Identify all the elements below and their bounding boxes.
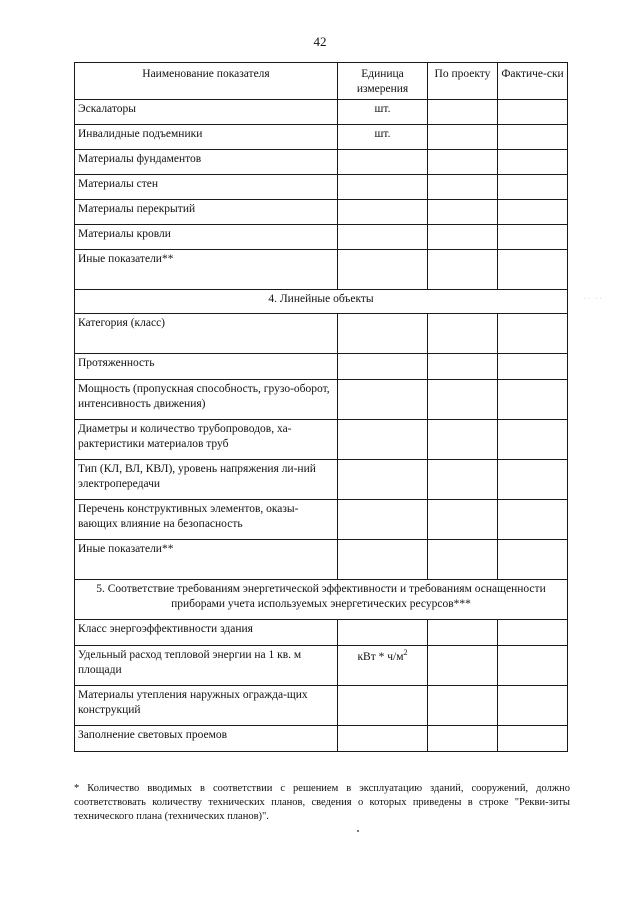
- table-row: [75, 99, 568, 124]
- row-actual-cell: [498, 353, 568, 379]
- row-name: Протяженность: [75, 353, 338, 379]
- row-project-cell: [428, 619, 498, 645]
- table-row: [75, 685, 568, 725]
- table-row: [75, 419, 568, 459]
- row-unit: [338, 174, 428, 199]
- row-name: Материалы стен: [75, 174, 338, 199]
- row-project-cell: [428, 499, 498, 539]
- row-unit: [338, 419, 428, 459]
- footnote: * Количество вводимых в соответствии с решением в эксплуатацию зданий, сооружений, должно соответствовать количеству технических планов, сведения о которых приведены в строке "Рекви-зиты технического плана (технических планов)".: [74, 783, 570, 823]
- row-unit: [338, 313, 428, 353]
- page-number: 42: [313, 34, 327, 49]
- row-project-cell: [428, 199, 498, 224]
- row-unit: [338, 149, 428, 174]
- row-actual-cell: [498, 249, 568, 289]
- row-name: Класс энергоэффективности здания: [75, 619, 338, 645]
- table-row: [75, 353, 568, 379]
- row-name: Иные показатели**: [75, 539, 338, 579]
- table-row: [75, 459, 568, 499]
- row-project-cell: [428, 313, 498, 353]
- row-actual-cell: [498, 459, 568, 499]
- section-row: [75, 289, 568, 313]
- table-row: [75, 124, 568, 149]
- row-name: Перечень конструктивных элементов, оказы-вающих влияние на безопасность: [75, 499, 338, 539]
- table-header-row: [75, 63, 568, 100]
- row-name: Тип (КЛ, ВЛ, КВЛ), уровень напряжения ли-ний электропередачи: [75, 459, 338, 499]
- row-actual-cell: [498, 224, 568, 249]
- scan-speck: ·· ··: [584, 296, 604, 302]
- table-row: [75, 725, 568, 751]
- row-unit: [338, 685, 428, 725]
- row-project-cell: [428, 725, 498, 751]
- row-name: Удельный расход тепловой энергии на 1 кв. м площади: [75, 645, 338, 685]
- row-unit: кВт * ч/м: [357, 650, 404, 663]
- row-actual-cell: [498, 685, 568, 725]
- table-row: [75, 199, 568, 224]
- scan-dot: [357, 830, 359, 832]
- row-project-cell: [428, 645, 498, 685]
- row-project-cell: [428, 419, 498, 459]
- row-unit: [338, 224, 428, 249]
- row-project-cell: [428, 249, 498, 289]
- row-name: Инвалидные подъемники: [75, 124, 338, 149]
- row-unit: [338, 459, 428, 499]
- row-actual-cell: [498, 124, 568, 149]
- row-name: Категория (класс): [75, 313, 338, 353]
- header-by-project: По проекту: [428, 63, 498, 100]
- row-actual-cell: [498, 174, 568, 199]
- row-unit: [338, 725, 428, 751]
- row-unit: [338, 619, 428, 645]
- row-unit: [338, 249, 428, 289]
- row-name: Материалы фундаментов: [75, 149, 338, 174]
- row-unit: [338, 199, 428, 224]
- table-row: [75, 149, 568, 174]
- row-unit: шт.: [338, 99, 428, 124]
- table-row: [75, 645, 568, 685]
- row-name: Диаметры и количество трубопроводов, ха-рактеристики материалов труб: [75, 419, 338, 459]
- table-row: [75, 249, 568, 289]
- row-name: Материалы перекрытий: [75, 199, 338, 224]
- row-name: Материалы утепления наружных огражда-щих конструкций: [75, 685, 338, 725]
- row-project-cell: [428, 124, 498, 149]
- row-actual-cell: [498, 199, 568, 224]
- row-project-cell: [428, 685, 498, 725]
- section-title-linear-objects: 4. Линейные объекты: [75, 289, 568, 313]
- table-row: [75, 174, 568, 199]
- section-row: [75, 579, 568, 619]
- row-project-cell: [428, 149, 498, 174]
- header-actual: Фактиче-ски: [498, 63, 568, 100]
- row-project-cell: [428, 224, 498, 249]
- row-unit: шт.: [338, 124, 428, 149]
- row-name: Заполнение световых проемов: [75, 725, 338, 751]
- row-actual-cell: [498, 99, 568, 124]
- row-actual-cell: [498, 619, 568, 645]
- row-project-cell: [428, 99, 498, 124]
- table-row: [75, 379, 568, 419]
- table-row: [75, 313, 568, 353]
- row-unit-cell: [338, 645, 428, 685]
- row-project-cell: [428, 539, 498, 579]
- table-row: [75, 224, 568, 249]
- row-actual-cell: [498, 149, 568, 174]
- row-unit: [338, 353, 428, 379]
- row-project-cell: [428, 459, 498, 499]
- row-unit: [338, 499, 428, 539]
- section-title-energy-efficiency: 5. Соответствие требованиям энергетической эффективности и требованиям оснащенности приборами учета используемых энергетических ресурсов***: [75, 579, 568, 619]
- row-actual-cell: [498, 539, 568, 579]
- row-project-cell: [428, 174, 498, 199]
- table-row: [75, 619, 568, 645]
- row-project-cell: [428, 379, 498, 419]
- row-actual-cell: [498, 499, 568, 539]
- table-row: [75, 539, 568, 579]
- row-actual-cell: [498, 645, 568, 685]
- row-actual-cell: [498, 419, 568, 459]
- row-name: Эскалаторы: [75, 99, 338, 124]
- row-unit: [338, 379, 428, 419]
- unit-superscript: 2: [403, 647, 408, 657]
- header-indicator-name: Наименование показателя: [75, 63, 338, 100]
- row-actual-cell: [498, 725, 568, 751]
- table-row: [75, 499, 568, 539]
- indicators-table: [74, 62, 568, 752]
- row-name: Мощность (пропускная способность, грузо-оборот, интенсивность движения): [75, 379, 338, 419]
- header-unit: Единица измерения: [338, 63, 428, 100]
- row-unit: [338, 539, 428, 579]
- row-project-cell: [428, 353, 498, 379]
- row-actual-cell: [498, 313, 568, 353]
- row-name: Материалы кровли: [75, 224, 338, 249]
- row-name: Иные показатели**: [75, 249, 338, 289]
- row-actual-cell: [498, 379, 568, 419]
